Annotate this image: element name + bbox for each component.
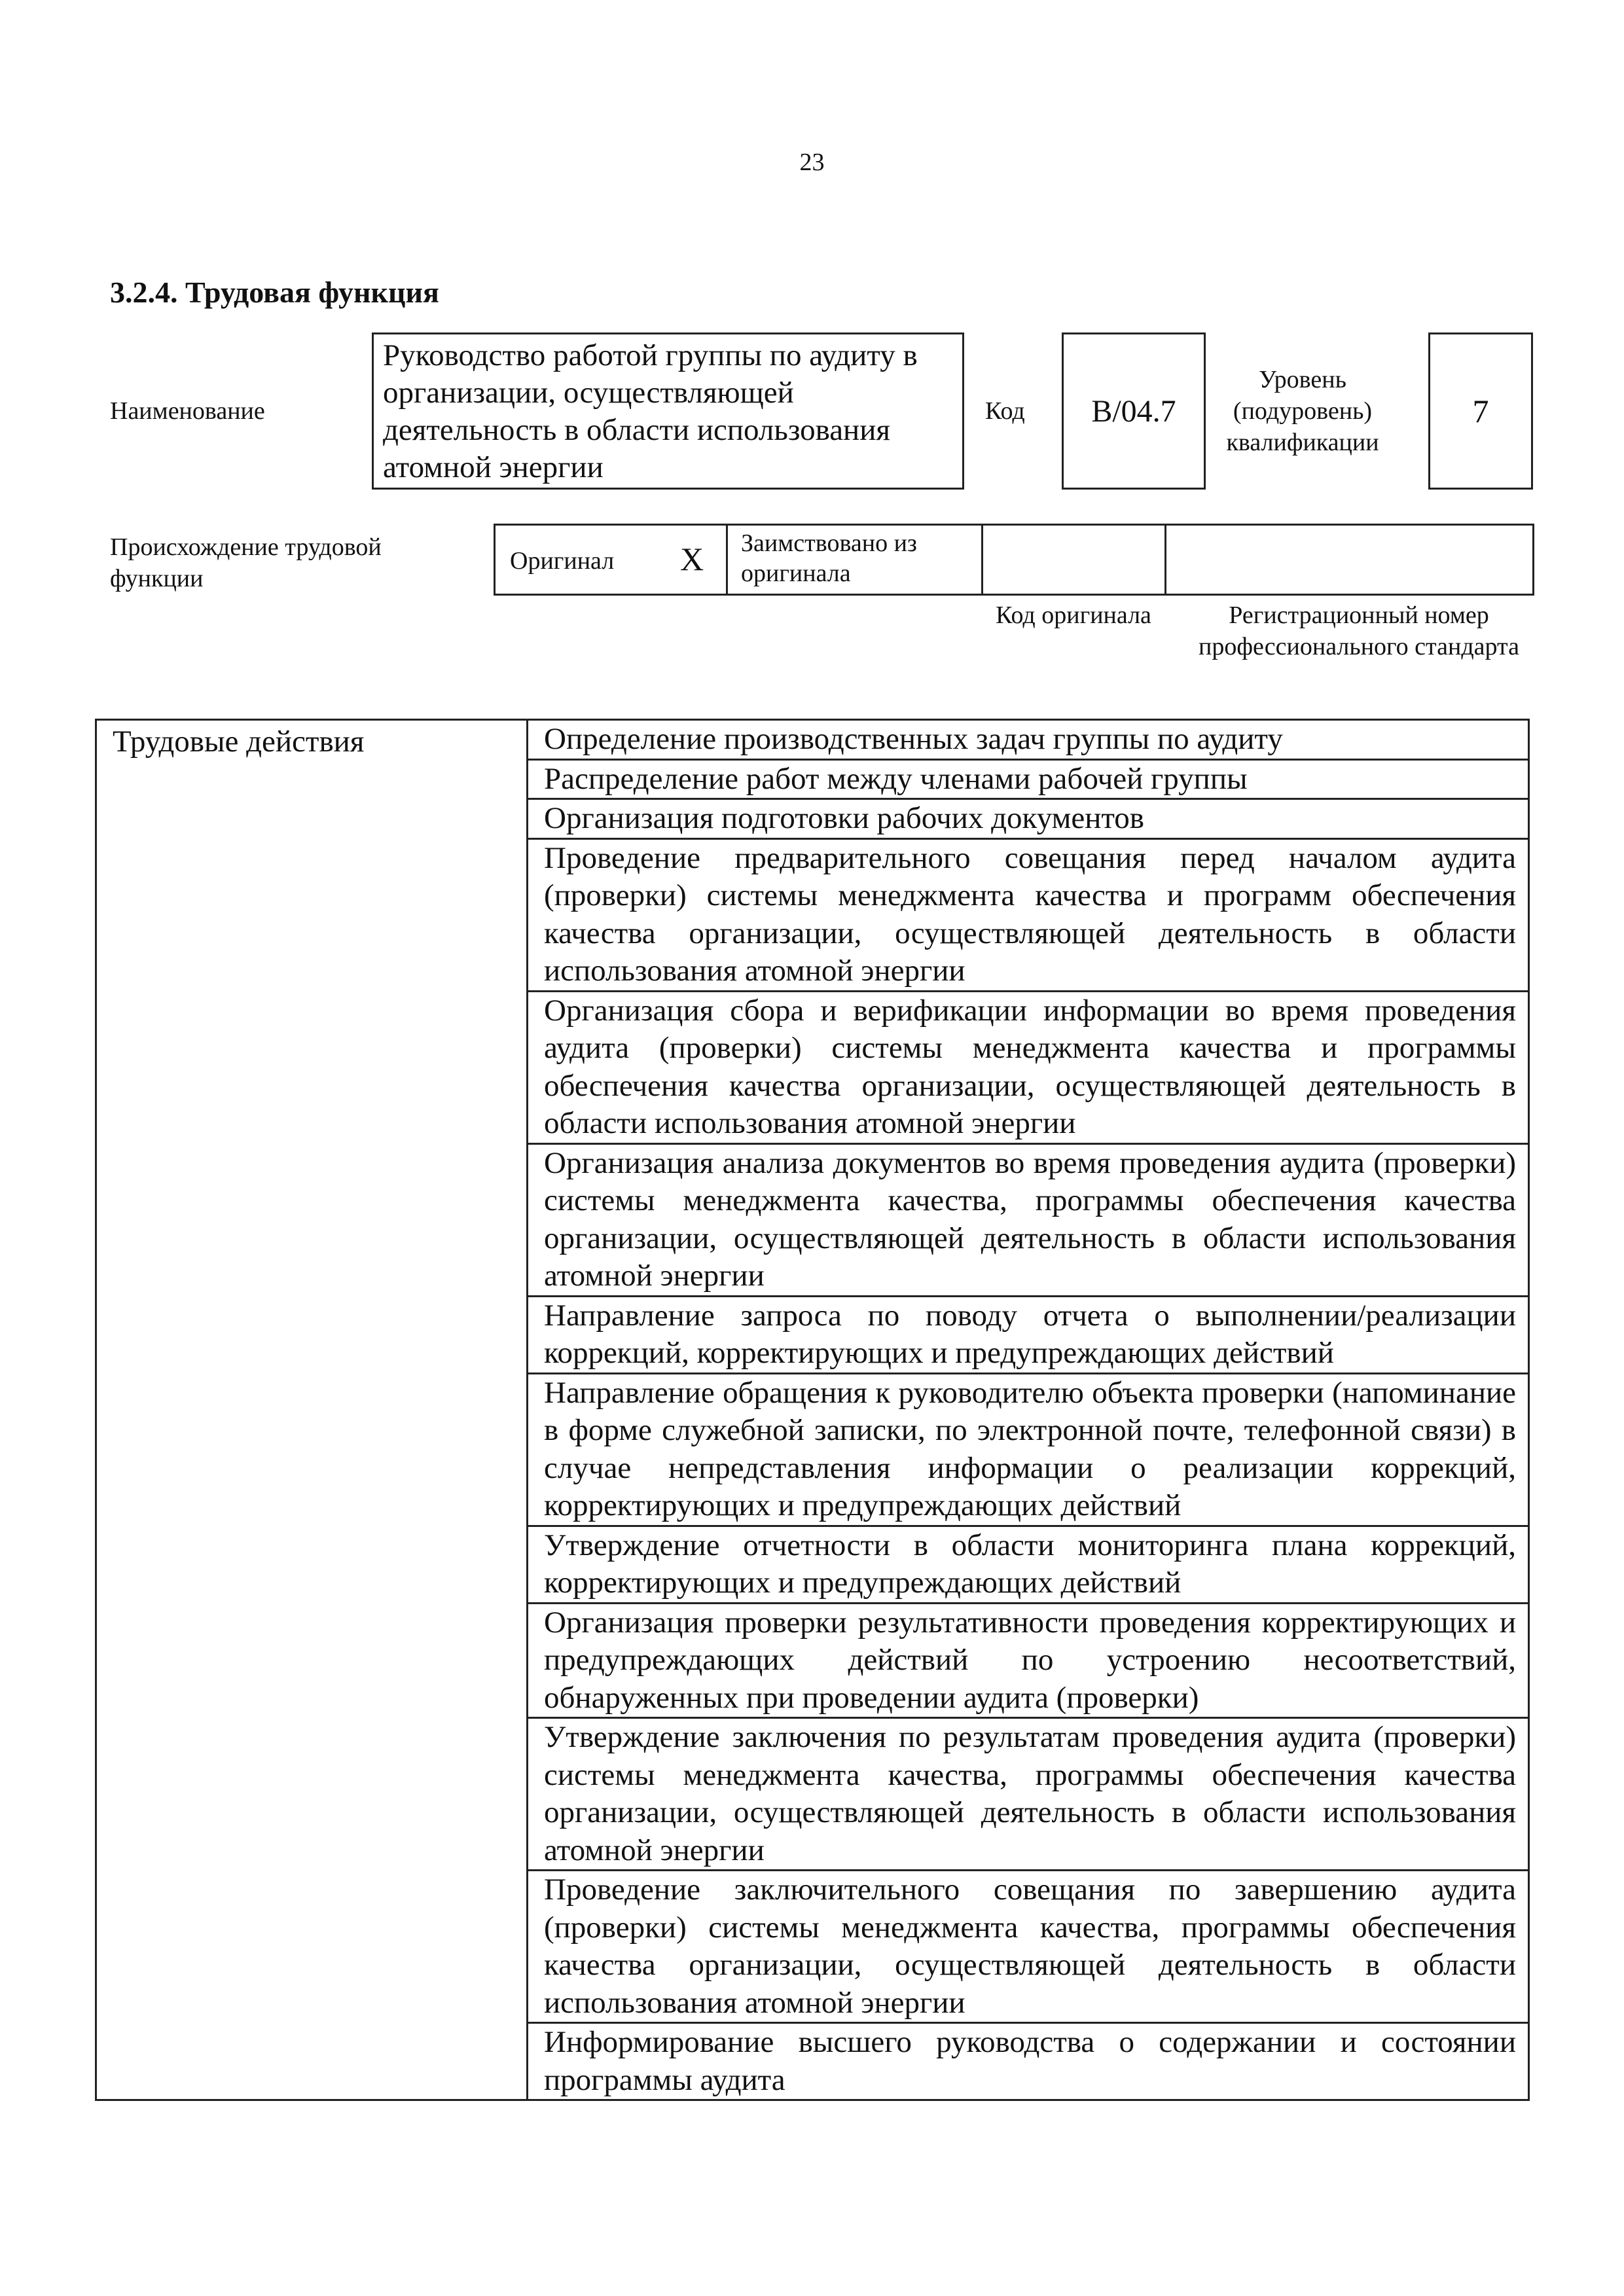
section-title: 3.2.4. Трудовая функция (110, 276, 439, 309)
work-action-item: Информирование высшего руководства о содержании и состоянии программы аудита (528, 2023, 1529, 2100)
name-label: Наименование (110, 397, 265, 425)
original-label: Оригинал (510, 547, 615, 575)
work-action-item: Организация подготовки рабочих документов (528, 799, 1529, 839)
qualification-level-label: Уровень (подуровень) квалификации (1226, 366, 1379, 456)
work-actions-header: Трудовые действия (96, 720, 528, 2100)
work-action-item: Направление запроса по поводу отчета о выполнении/реализации коррекций, корректирующих и предупреждающих действий (528, 1296, 1529, 1373)
work-action-item: Проведение заключительного совещания по завершению аудита (проверки) системы менеджмента качества, программы обеспечения качества организации, осуществляющей деятельность в области использования атомной энергии (528, 1871, 1529, 2023)
work-action-item: Проведение предварительного совещания перед началом аудита (проверки) системы менеджмента качества и программ обеспечения качества организации, осуществляющей деятельность в области использования атомной энергии (528, 838, 1529, 991)
origin-grid (494, 524, 1534, 596)
work-actions-table (95, 719, 1530, 2101)
original-code-cell (983, 526, 1166, 594)
registration-number-caption: Регистрационный номер профессионального стандарта (1199, 601, 1519, 660)
table-row (96, 720, 1529, 760)
borrowed-label: Заимствовано из оригинала (728, 526, 983, 594)
page-number: 23 (799, 149, 825, 176)
work-action-item: Организация анализа документов во время проведения аудита (проверки) системы менеджмента качества, программы обеспечения качества организации, осуществляющей деятельность в области использования атомной энергии (528, 1143, 1529, 1296)
origin-original-cell (496, 526, 728, 594)
original-mark: X (680, 541, 704, 577)
work-action-item: Утверждение заключения по результатам проведения аудита (проверки) системы менеджмента качества, программы обеспечения качества организации, осуществляющей деятельность в области использования атомной энергии (528, 1718, 1529, 1871)
qualification-level-value: 7 (1428, 332, 1533, 490)
original-code-caption: Код оригинала (996, 601, 1151, 629)
work-action-item: Организация проверки результативности проведения корректирующих и предупреждающих действий по устроению несоответствий, обнаруженных при проведении аудита (проверки) (528, 1603, 1529, 1718)
function-name-value: Руководство работой группы по аудиту в организации, осуществляющей деятельность в области использования атомной энергии (372, 332, 964, 490)
work-action-item: Организация сбора и верификации информации во время проведения аудита (проверки) системы менеджмента качества и программы обеспечения качества организации, осуществляющей деятельность в области использования атомной энергии (528, 991, 1529, 1143)
code-label: Код (985, 397, 1025, 425)
origin-label: Происхождение трудовой функции (110, 533, 382, 592)
work-action-item: Утверждение отчетности в области мониторинга плана коррекций, корректирующих и предупреждающих действий (528, 1526, 1529, 1603)
work-action-item: Направление обращения к руководителю объекта проверки (напоминание в форме служебной записки, по электронной почте, телефонной связи) в случае непредставления информации о реализации коррекций, корректирующих и предупреждающих действий (528, 1373, 1529, 1526)
registration-number-cell (1166, 526, 1532, 594)
work-action-item: Определение производственных задач группы по аудиту (528, 720, 1529, 760)
work-action-item: Распределение работ между членами рабочей группы (528, 759, 1529, 799)
function-code-value: B/04.7 (1062, 332, 1206, 490)
